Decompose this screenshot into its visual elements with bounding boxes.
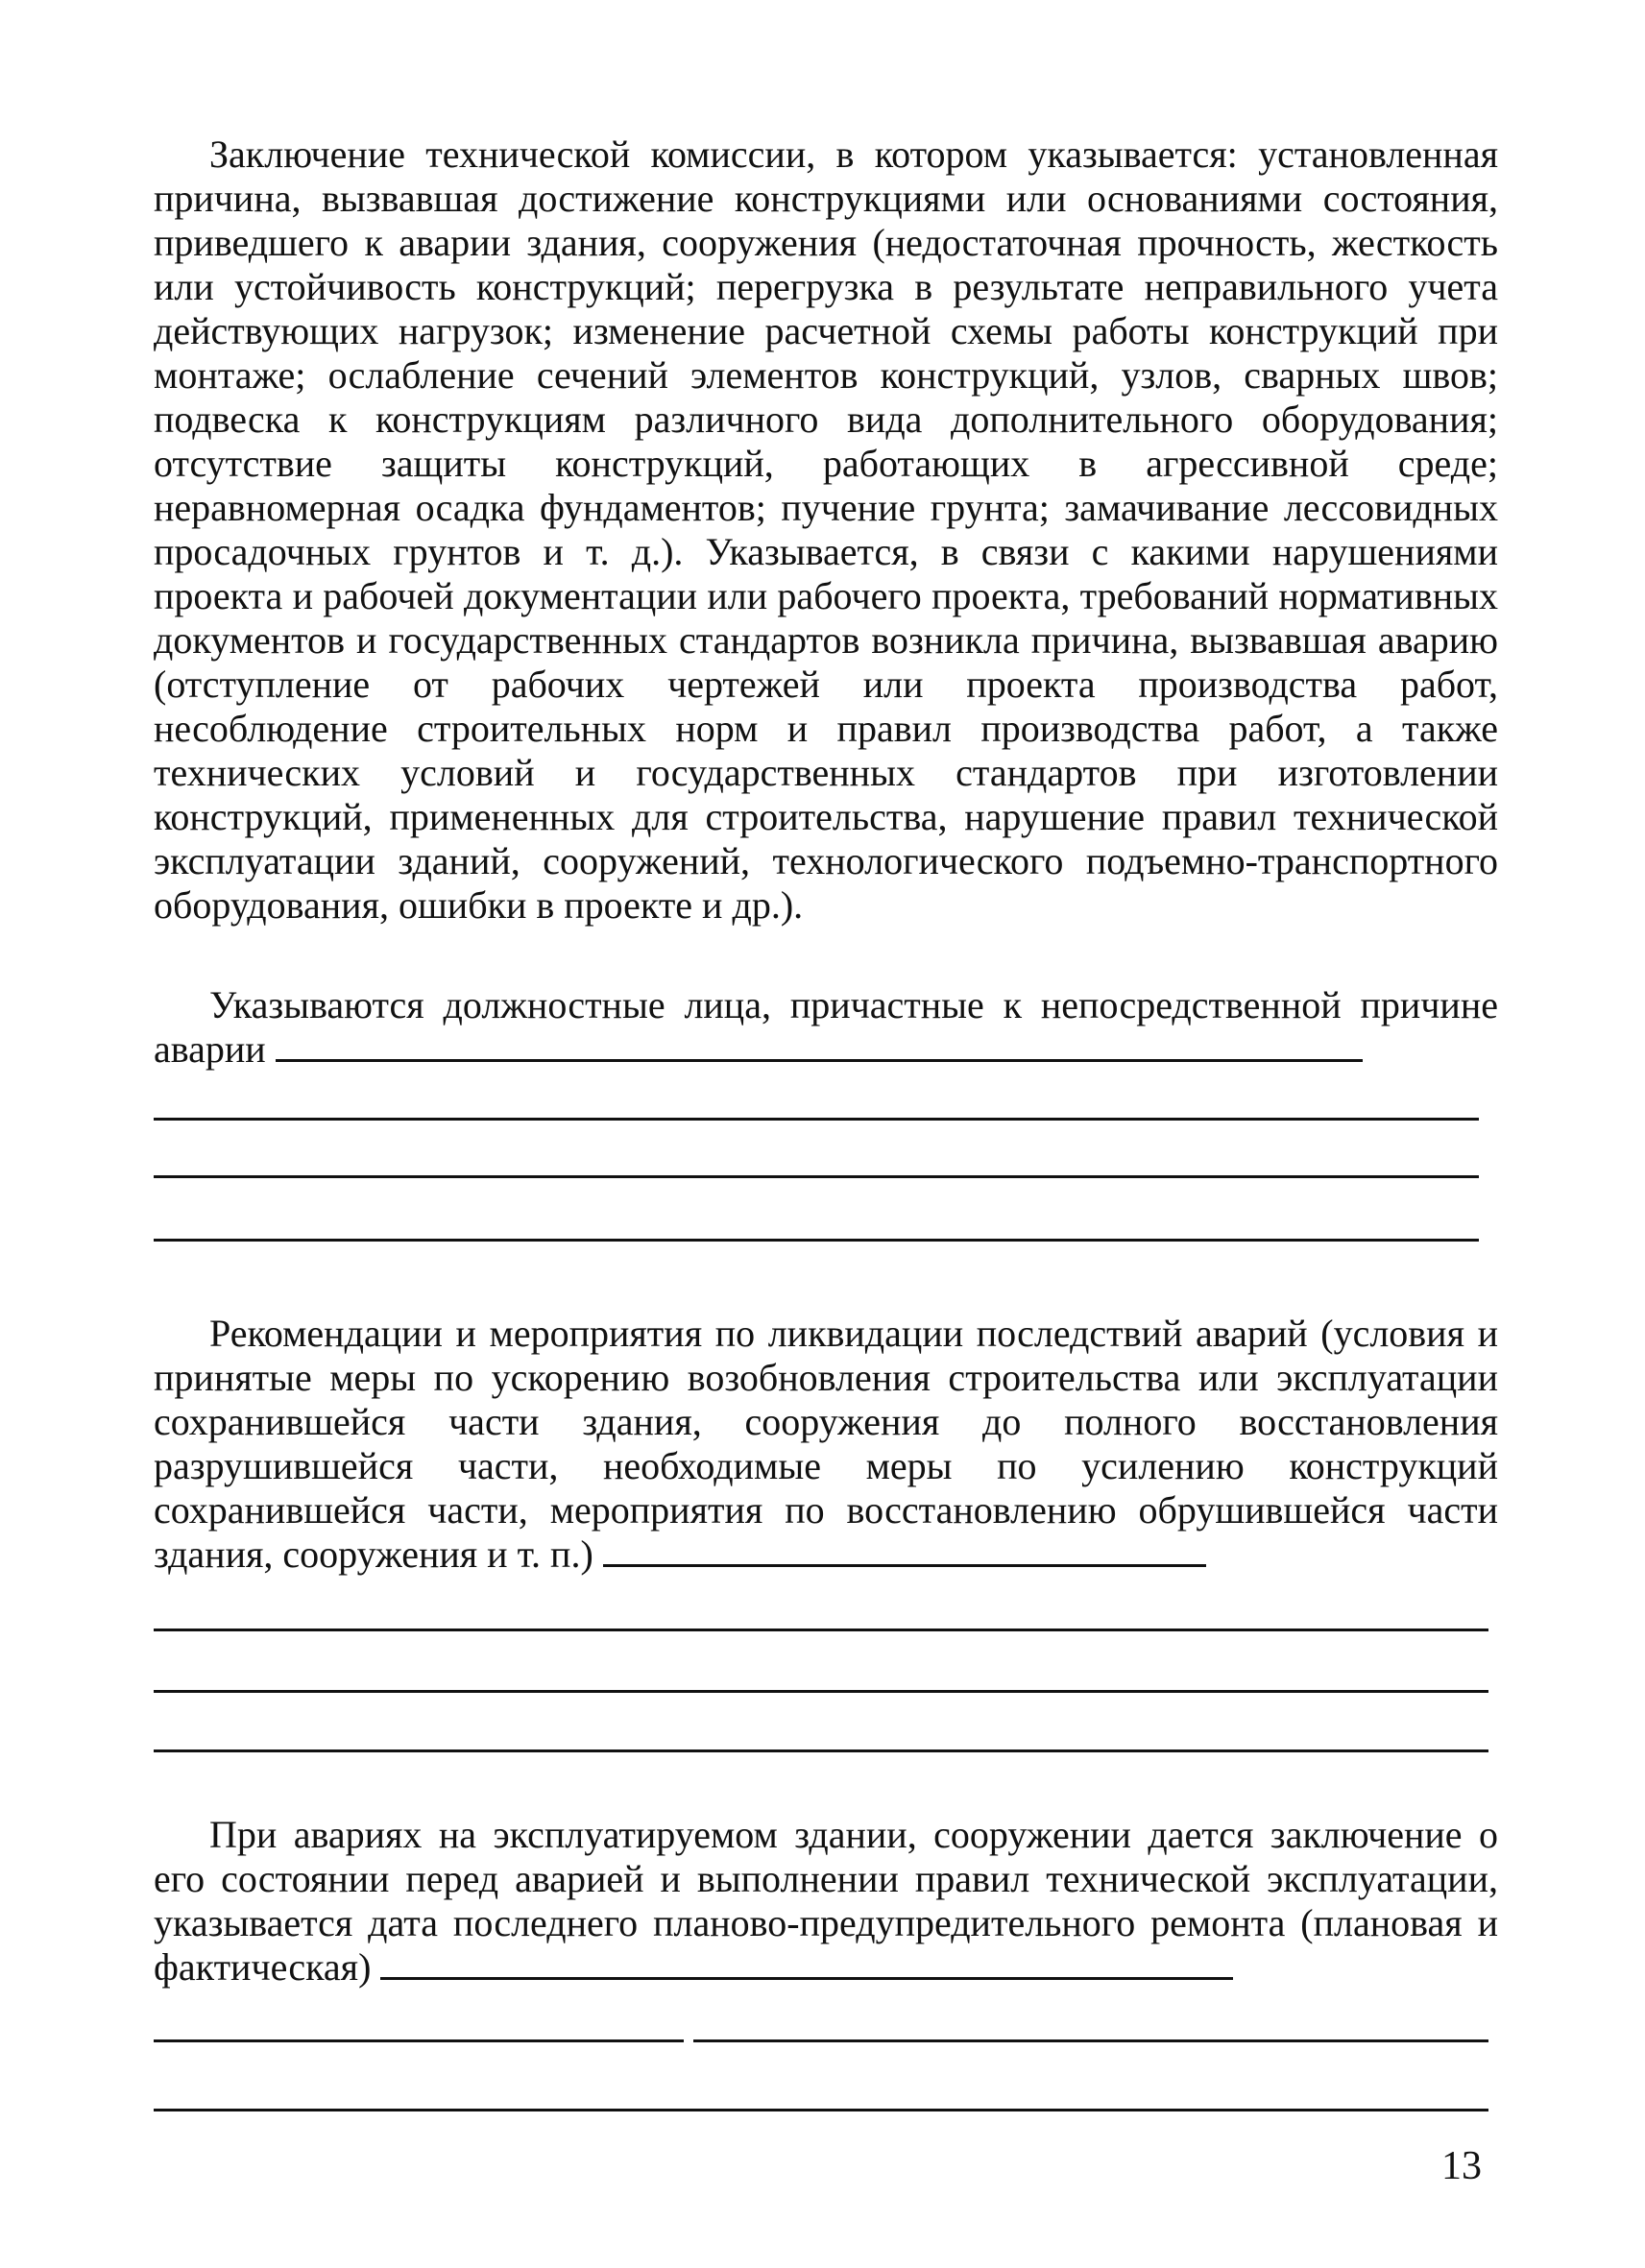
- recommendations-paragraph: [154, 1312, 1498, 1577]
- operation-paragraph: [154, 1813, 1498, 1990]
- recommendations-text: Рекомендации и мероприятия по ликвидации последствий аварий (условия и принятые меры по ускорению возобновления строительства или эксплуатации сохранившейся части здания, сооружения до полного восстановления разрушившейся части, необходимые меры по усилению конструкций сохранившейся части, мероприятия по восстановлению обрушившейся части здания, сооружения и т. п.): [154, 1312, 1498, 1576]
- recommendations-fill-line-4[interactable]: [154, 1749, 1488, 1752]
- recommendations-fill-line-2[interactable]: [154, 1629, 1488, 1631]
- responsible-fill-line-3[interactable]: [154, 1175, 1479, 1178]
- responsible-paragraph: [154, 983, 1498, 1072]
- responsible-fill-line-2[interactable]: [154, 1118, 1479, 1121]
- operation-fill-line[interactable]: [380, 1977, 1233, 1980]
- operation-fill-line-2b[interactable]: [693, 2039, 1488, 2042]
- responsible-fill-line[interactable]: [276, 1059, 1363, 1062]
- operation-fill-line-2a[interactable]: [154, 2039, 684, 2042]
- recommendations-fill-line[interactable]: [603, 1564, 1206, 1567]
- conclusion-text: Заключение технической комиссии, в котором указывается: установленная причина, вызвавшая достижение конструкциями или основаниями состояния, приведшего к аварии здания, сооружения (недостаточная прочность, жесткость или устойчивость конструкций; перегрузка в результате неправильного учета действующих нагрузок; изменение расчетной схемы работы конструкций при монтаже; ослабление сечений элементов конструкций, узлов, сварных швов; подвеска к конструкциям различного вида дополнительного оборудования; отсутствие защиты конструкций, работающих в агрессивной среде; неравномерная осадка фундаментов; пучение грунта; замачивание лессовидных просадочных грунтов и т. д.). Указывается, в связи с какими нарушениями проекта и рабочей документации или рабочего проекта, требований нормативных документов и государственных стандартов возникла причина, вызвавшая аварию (отступление от рабочих чертежей или проекта производства работ, несоблюдение строительных норм и правил производства работ, а также технических условий и государственных стандартов при изготовлении конструкций, примененных для строительства, нарушение правил технической эксплуатации зданий, сооружений, технологического подъемно-транспортного оборудования, ошибки в проекте и др.).: [154, 133, 1498, 927]
- operation-fill-line-3[interactable]: [154, 2109, 1488, 2111]
- responsible-text: Указываются должностные лица, причастные к непосредственной причине аварии: [154, 983, 1498, 1071]
- conclusion-paragraph: [154, 133, 1498, 928]
- page-number: 13: [1441, 2144, 1482, 2188]
- responsible-fill-line-4[interactable]: [154, 1239, 1479, 1242]
- operation-text: При авариях на эксплуатируемом здании, сооружении дается заключение о его состоянии перед аварией и выполнении правил технической эксплуатации, указывается дата последнего планово-предупредительного ремонта (плановая и фактическая): [154, 1813, 1498, 1989]
- recommendations-fill-line-3[interactable]: [154, 1690, 1488, 1693]
